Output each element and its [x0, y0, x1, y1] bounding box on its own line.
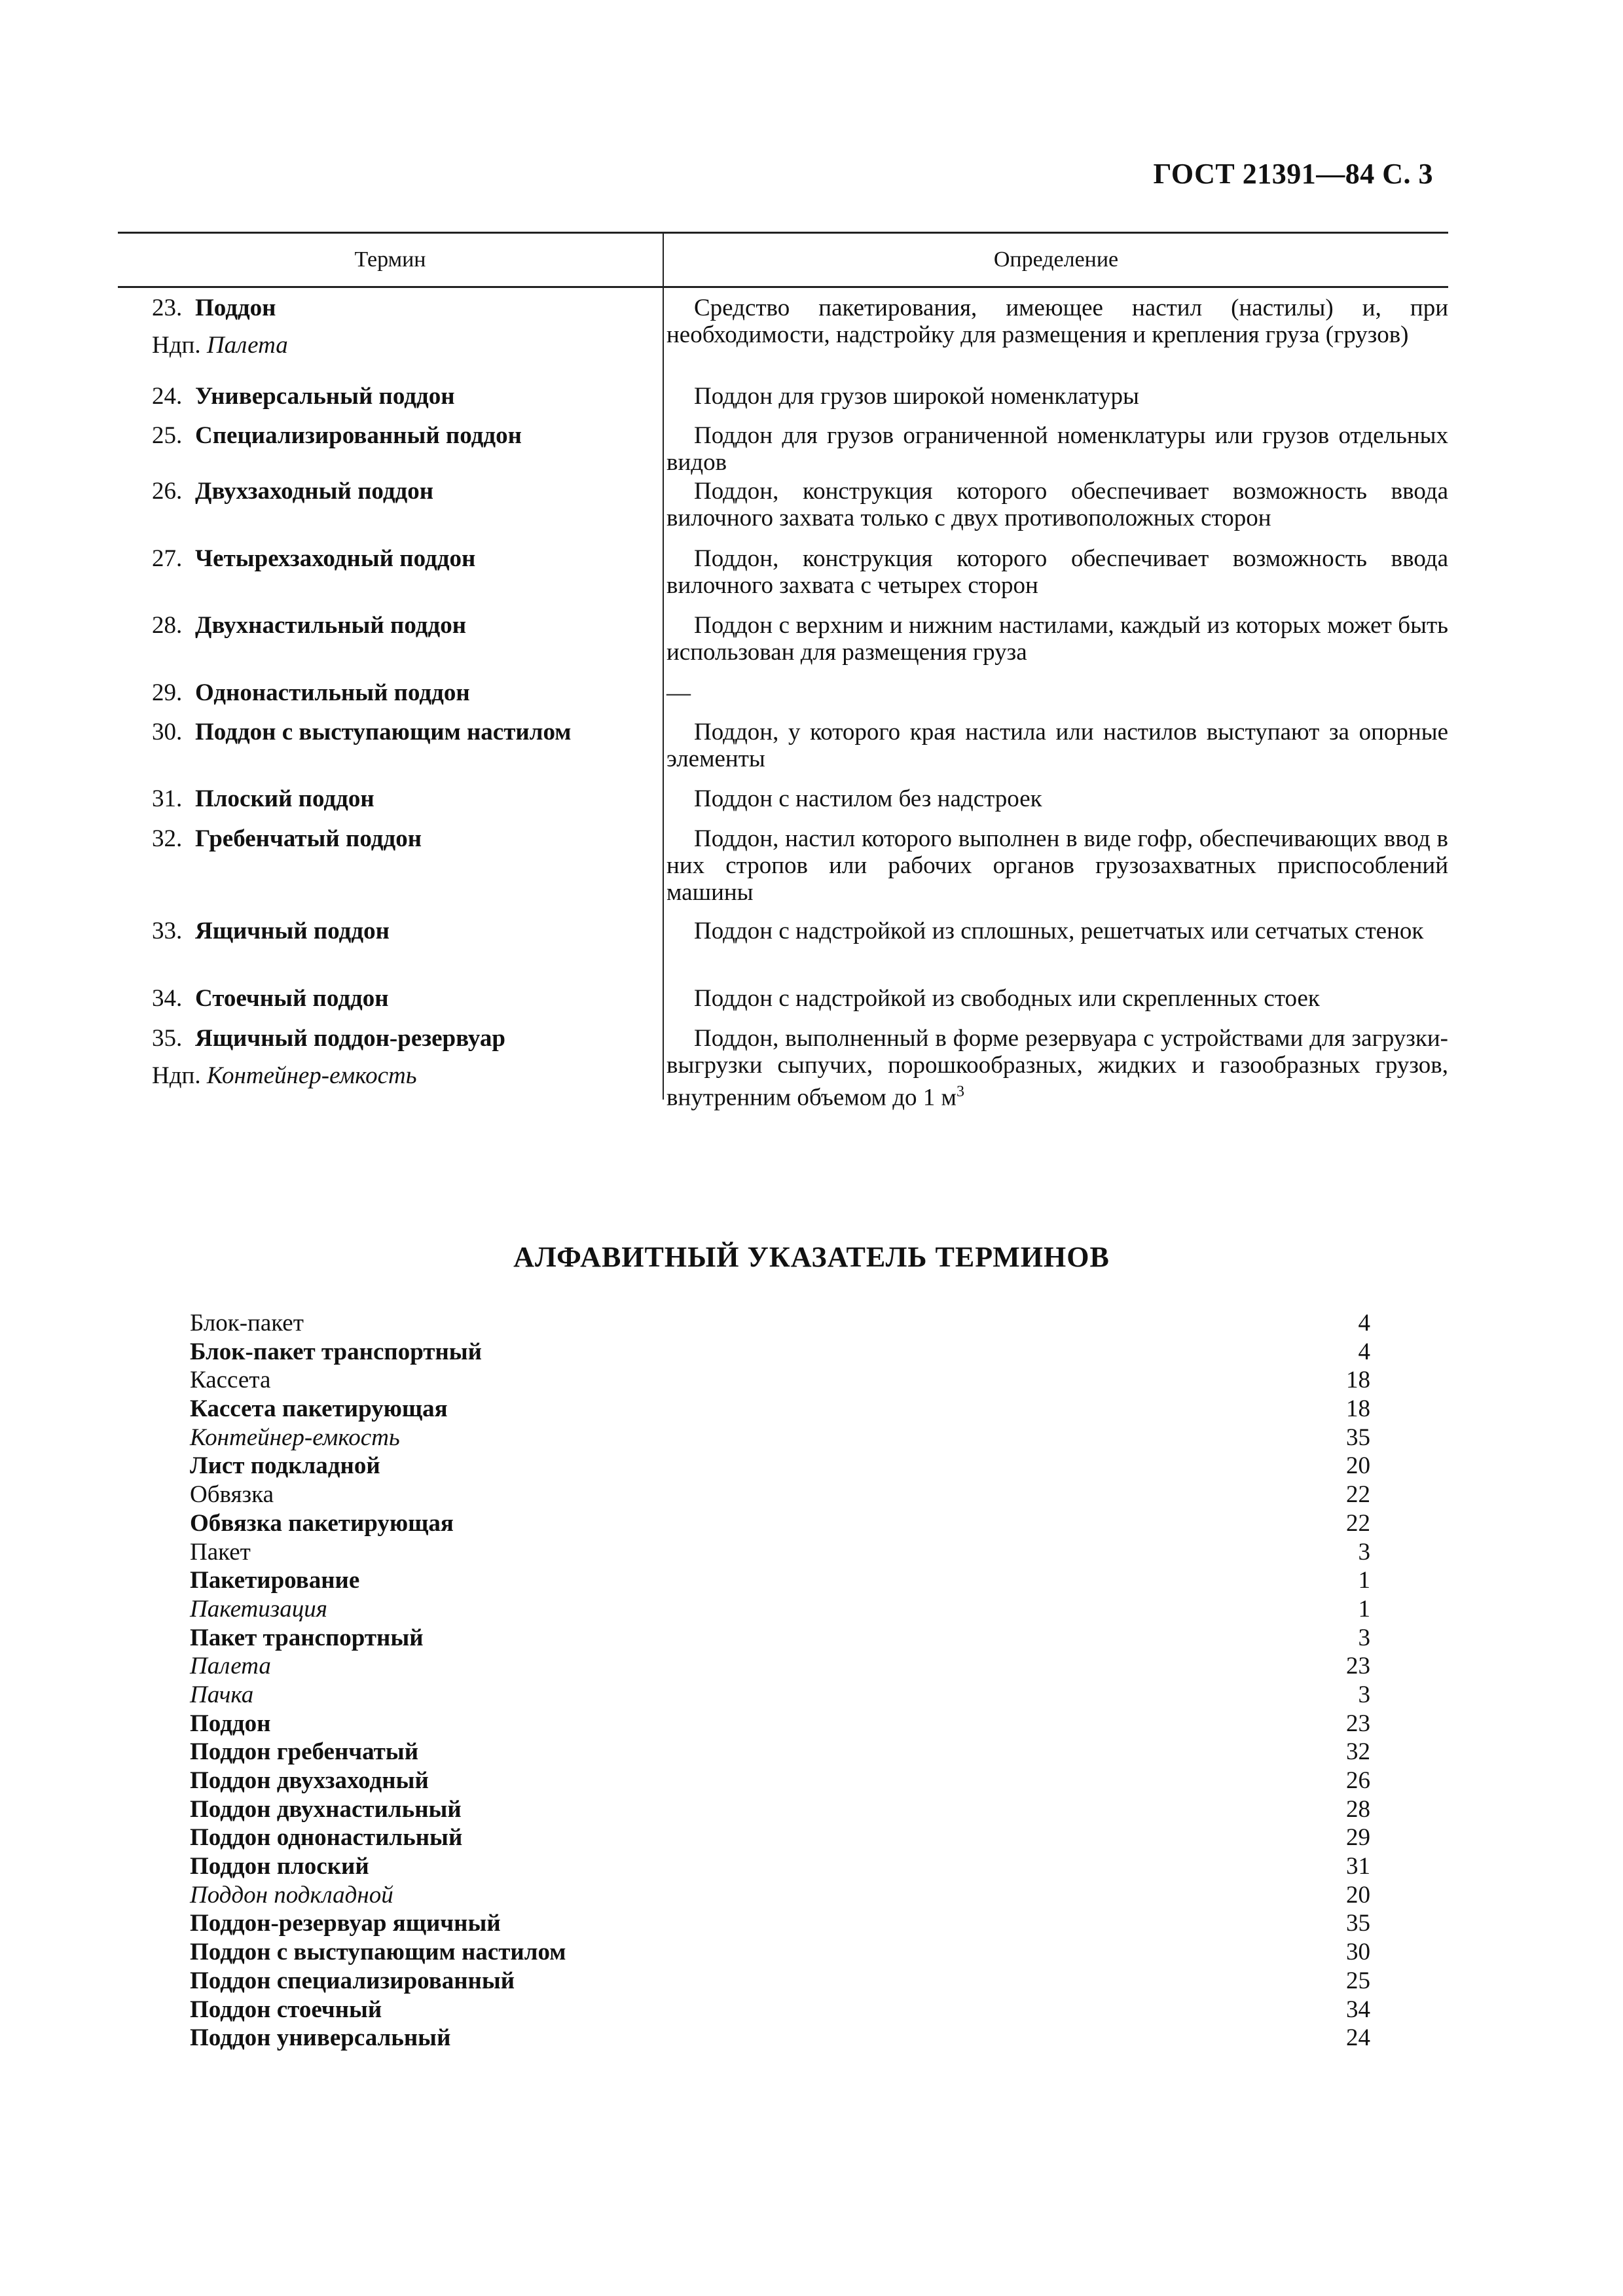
- index-page-number: 3: [1358, 1538, 1370, 1566]
- index-page-number: 20: [1346, 1881, 1370, 1909]
- definition-text: Поддон с верхним и нижним настилами, каждый из которых может быть использован для размещения груза: [666, 612, 1448, 666]
- index-entry: [190, 1823, 1370, 1852]
- index-page-number: 31: [1346, 1853, 1370, 1880]
- index-entry: [190, 1795, 1370, 1824]
- index-term: Блок-пакет транспортный: [190, 1338, 482, 1365]
- index-page-number: 25: [1346, 1967, 1370, 1994]
- table-row: [118, 719, 1448, 772]
- term-name: Универсальный поддон: [195, 383, 455, 410]
- definition-cell: [663, 785, 1448, 812]
- index-entry: [190, 1767, 1370, 1795]
- term-cell: [118, 825, 663, 906]
- term-cell: [118, 383, 663, 410]
- index-list: [190, 1309, 1370, 2053]
- definition-cell: [663, 1025, 1448, 1111]
- index-entry: [190, 1938, 1370, 1967]
- term-name: Двухзаходный поддон: [195, 478, 434, 505]
- index-page-number: 23: [1346, 1710, 1370, 1737]
- table-row: [118, 612, 1448, 666]
- table-row: [118, 295, 1448, 359]
- table-header-row: [118, 232, 1448, 288]
- index-term: Поддон-резервуар ящичный: [190, 1910, 501, 1937]
- index-entry: [190, 1738, 1370, 1767]
- table-row: [118, 422, 1448, 476]
- table-row: [118, 918, 1448, 944]
- term-cell: [118, 719, 663, 772]
- index-entry: [190, 1538, 1370, 1567]
- table-row: [118, 383, 1448, 410]
- index-page-number: 18: [1346, 1395, 1370, 1423]
- index-term: Пачка: [190, 1681, 254, 1708]
- definition-text: Поддон с настилом без надстроек: [694, 785, 1042, 812]
- term-cell: [118, 295, 663, 359]
- index-entry: [190, 1909, 1370, 1938]
- index-term: Поддон универсальный: [190, 2024, 451, 2052]
- index-term: Блок-пакет: [190, 1310, 304, 1336]
- column-header-term: Термин: [118, 234, 664, 286]
- definition-cell: [663, 545, 1448, 599]
- index-entry: [190, 1852, 1370, 1881]
- term-name: Однонастильный поддон: [195, 679, 470, 706]
- index-entry: [190, 1366, 1370, 1395]
- term-cell: [118, 985, 663, 1012]
- table-row: [118, 785, 1448, 812]
- term-number: 25.: [152, 422, 183, 449]
- definition-cell: [663, 383, 1448, 410]
- term-number: 24.: [152, 383, 183, 410]
- definition-text: Поддон с надстройкой из сплошных, решетчатых или сетчатых стенок: [694, 918, 1424, 944]
- table-row: [118, 679, 1448, 706]
- index-term: Пакетизация: [190, 1595, 327, 1623]
- term-name: Плоский поддон: [195, 785, 374, 812]
- page-header: ГОСТ 21391—84 С. 3: [1153, 158, 1433, 190]
- ndp-term: Палета: [206, 332, 288, 359]
- term-cell: [118, 478, 663, 531]
- definition-text: Поддон, настил которого выполнен в виде гофр, обеспечивающих ввод в них стропов или рабочих органов грузозахватных приспособлений машины: [666, 825, 1448, 906]
- index-page-number: 29: [1346, 1824, 1370, 1852]
- table-row: [118, 1025, 1448, 1111]
- index-entry: [190, 1624, 1370, 1653]
- definition-text: Поддон для грузов ограниченной номенклатуры или грузов отдельных видов: [666, 422, 1448, 476]
- definition-cell: [663, 422, 1448, 476]
- index-entry: [190, 1424, 1370, 1452]
- definition-text: Поддон, конструкция которого обеспечивает возможность ввода вилочного захвата с четырех сторон: [666, 545, 1448, 599]
- index-entry: [190, 1681, 1370, 1710]
- index-page-number: 32: [1346, 1738, 1370, 1766]
- definition-cell: [663, 295, 1448, 359]
- term-name: Гребенчатый поддон: [195, 825, 422, 852]
- definition-cell: [663, 825, 1448, 906]
- index-entry: [190, 1395, 1370, 1424]
- index-entry: [190, 1309, 1370, 1338]
- index-term: Поддон: [190, 1710, 271, 1737]
- index-term: Поддон стоечный: [190, 1996, 382, 2023]
- term-cell: [118, 422, 663, 476]
- term-number: 35.: [152, 1025, 183, 1052]
- definition-cell: [663, 918, 1448, 944]
- index-term: Лист подкладной: [190, 1452, 380, 1480]
- definition-text: Поддон с надстройкой из свободных или скрепленных стоек: [694, 985, 1320, 1012]
- index-term: Поддон двухнастильный: [190, 1795, 462, 1823]
- index-term: Палета: [190, 1653, 271, 1680]
- index-entry: [190, 1509, 1370, 1538]
- index-term: Поддон гребенчатый: [190, 1738, 419, 1766]
- column-header-definition: Определение: [993, 247, 1119, 272]
- term-number: 30.: [152, 719, 183, 745]
- term-cell: [118, 545, 663, 599]
- definition-cell: [663, 985, 1448, 1012]
- index-entry: [190, 1652, 1370, 1681]
- term-number: 32.: [152, 825, 183, 852]
- table-row: [118, 825, 1448, 906]
- index-page-number: 22: [1346, 1509, 1370, 1537]
- term-number: 26.: [152, 478, 183, 505]
- index-term: Поддон двухзаходный: [190, 1767, 429, 1794]
- index-page-number: 30: [1346, 1939, 1370, 1966]
- term-name: Поддон с выступающим настилом: [195, 719, 572, 745]
- definition-text: —: [666, 679, 691, 706]
- index-page-number: 18: [1346, 1367, 1370, 1394]
- index-term: Поддон подкладной: [190, 1881, 393, 1909]
- index-entry: [190, 1480, 1370, 1509]
- index-entry: [190, 1595, 1370, 1624]
- terms-table: [118, 232, 1448, 1111]
- term-number: 33.: [152, 918, 183, 944]
- term-name: Специализированный поддон: [195, 422, 522, 449]
- term-number: 28.: [152, 612, 183, 639]
- index-term: Поддон специализированный: [190, 1967, 515, 1994]
- index-term: Поддон с выступающим настилом: [190, 1939, 566, 1966]
- index-entry: [190, 1710, 1370, 1738]
- term-cell: [118, 679, 663, 706]
- index-entry: [190, 2024, 1370, 2053]
- table-body: [118, 288, 1448, 1111]
- index-term: Кассета пакетирующая: [190, 1395, 448, 1423]
- term-number: 31.: [152, 785, 183, 812]
- index-entry: [190, 1881, 1370, 1910]
- index-page-number: 20: [1346, 1452, 1370, 1480]
- definition-text: Поддон, выполненный в форме резервуара с устройствами для загрузки-выгрузки сыпучих, порошкообразных, жидких и газообразных грузов, внутренним объемом до 1 м: [666, 1025, 1448, 1111]
- definition-cell: [663, 679, 1448, 706]
- index-term: Поддон плоский: [190, 1853, 369, 1880]
- definition-text: Средство пакетирования, имеющее настил (настилы) и, при необходимости, надстройку для размещения и крепления груза (грузов): [666, 295, 1448, 348]
- index-term: Кассета: [190, 1367, 271, 1394]
- definition-text: Поддон для грузов широкой номенклатуры: [694, 383, 1139, 410]
- term-name: Ящичный поддон-резервуар: [195, 1025, 505, 1052]
- index-entry: [190, 1338, 1370, 1367]
- definition-text: Поддон, у которого края настила или настилов выступают за опорные элементы: [666, 719, 1448, 772]
- index-term: Поддон однонастильный: [190, 1824, 463, 1852]
- index-term: Пакетирование: [190, 1567, 360, 1594]
- index-page-number: 1: [1358, 1595, 1370, 1623]
- definition-cell: [663, 719, 1448, 772]
- index-page-number: 3: [1358, 1681, 1370, 1708]
- term-cell: [118, 918, 663, 944]
- term-cell: [118, 1025, 663, 1111]
- index-title: АЛФАВИТНЫЙ УКАЗАТЕЛЬ ТЕРМИНОВ: [513, 1241, 1110, 1273]
- index-page-number: 34: [1346, 1996, 1370, 2023]
- index-page-number: 28: [1346, 1795, 1370, 1823]
- term-number: 34.: [152, 985, 183, 1012]
- index-page-number: 22: [1346, 1481, 1370, 1509]
- index-term: Контейнер-емкость: [190, 1424, 400, 1451]
- definition-cell: [663, 478, 1448, 531]
- term-name: Двухнастильный поддон: [195, 612, 467, 639]
- index-term: Пакет транспортный: [190, 1624, 424, 1651]
- index-term: Пакет: [190, 1538, 251, 1566]
- term-number: 27.: [152, 545, 183, 572]
- term-cell: [118, 785, 663, 812]
- definition-cell: [663, 612, 1448, 666]
- term-number: 29.: [152, 679, 183, 706]
- definition-text: Поддон, конструкция которого обеспечивает возможность ввода вилочного захвата только с двух противоположных сторон: [666, 478, 1448, 531]
- ndp-prefix: Ндп.: [152, 332, 201, 359]
- index-page-number: 35: [1346, 1910, 1370, 1937]
- index-term: Обвязка: [190, 1481, 274, 1509]
- term-cell: [118, 612, 663, 666]
- table-row: [118, 985, 1448, 1012]
- index-page-number: 26: [1346, 1767, 1370, 1794]
- term-number: 23.: [152, 295, 183, 321]
- index-page-number: 23: [1346, 1653, 1370, 1680]
- index-entry: [190, 1996, 1370, 2024]
- ndp-prefix: Ндп.: [152, 1062, 201, 1089]
- index-page-number: 4: [1358, 1338, 1370, 1365]
- index-page-number: 35: [1346, 1424, 1370, 1451]
- term-name: Ящичный поддон: [195, 918, 390, 944]
- index-page-number: 24: [1346, 2024, 1370, 2052]
- index-page-number: 1: [1358, 1567, 1370, 1594]
- index-entry: [190, 1452, 1370, 1480]
- term-name: Стоечный поддон: [195, 985, 389, 1012]
- table-row: [118, 478, 1448, 531]
- index-term: Обвязка пакетирующая: [190, 1509, 454, 1537]
- index-page-number: 3: [1358, 1624, 1370, 1651]
- term-name: Поддон: [195, 295, 276, 321]
- index-entry: [190, 1566, 1370, 1595]
- index-page-number: 4: [1358, 1310, 1370, 1336]
- table-row: [118, 545, 1448, 599]
- definition-superscript: 3: [956, 1083, 964, 1100]
- index-entry: [190, 1967, 1370, 1996]
- ndp-term: Контейнер-емкость: [206, 1062, 417, 1089]
- term-name: Четырехзаходный поддон: [195, 545, 476, 572]
